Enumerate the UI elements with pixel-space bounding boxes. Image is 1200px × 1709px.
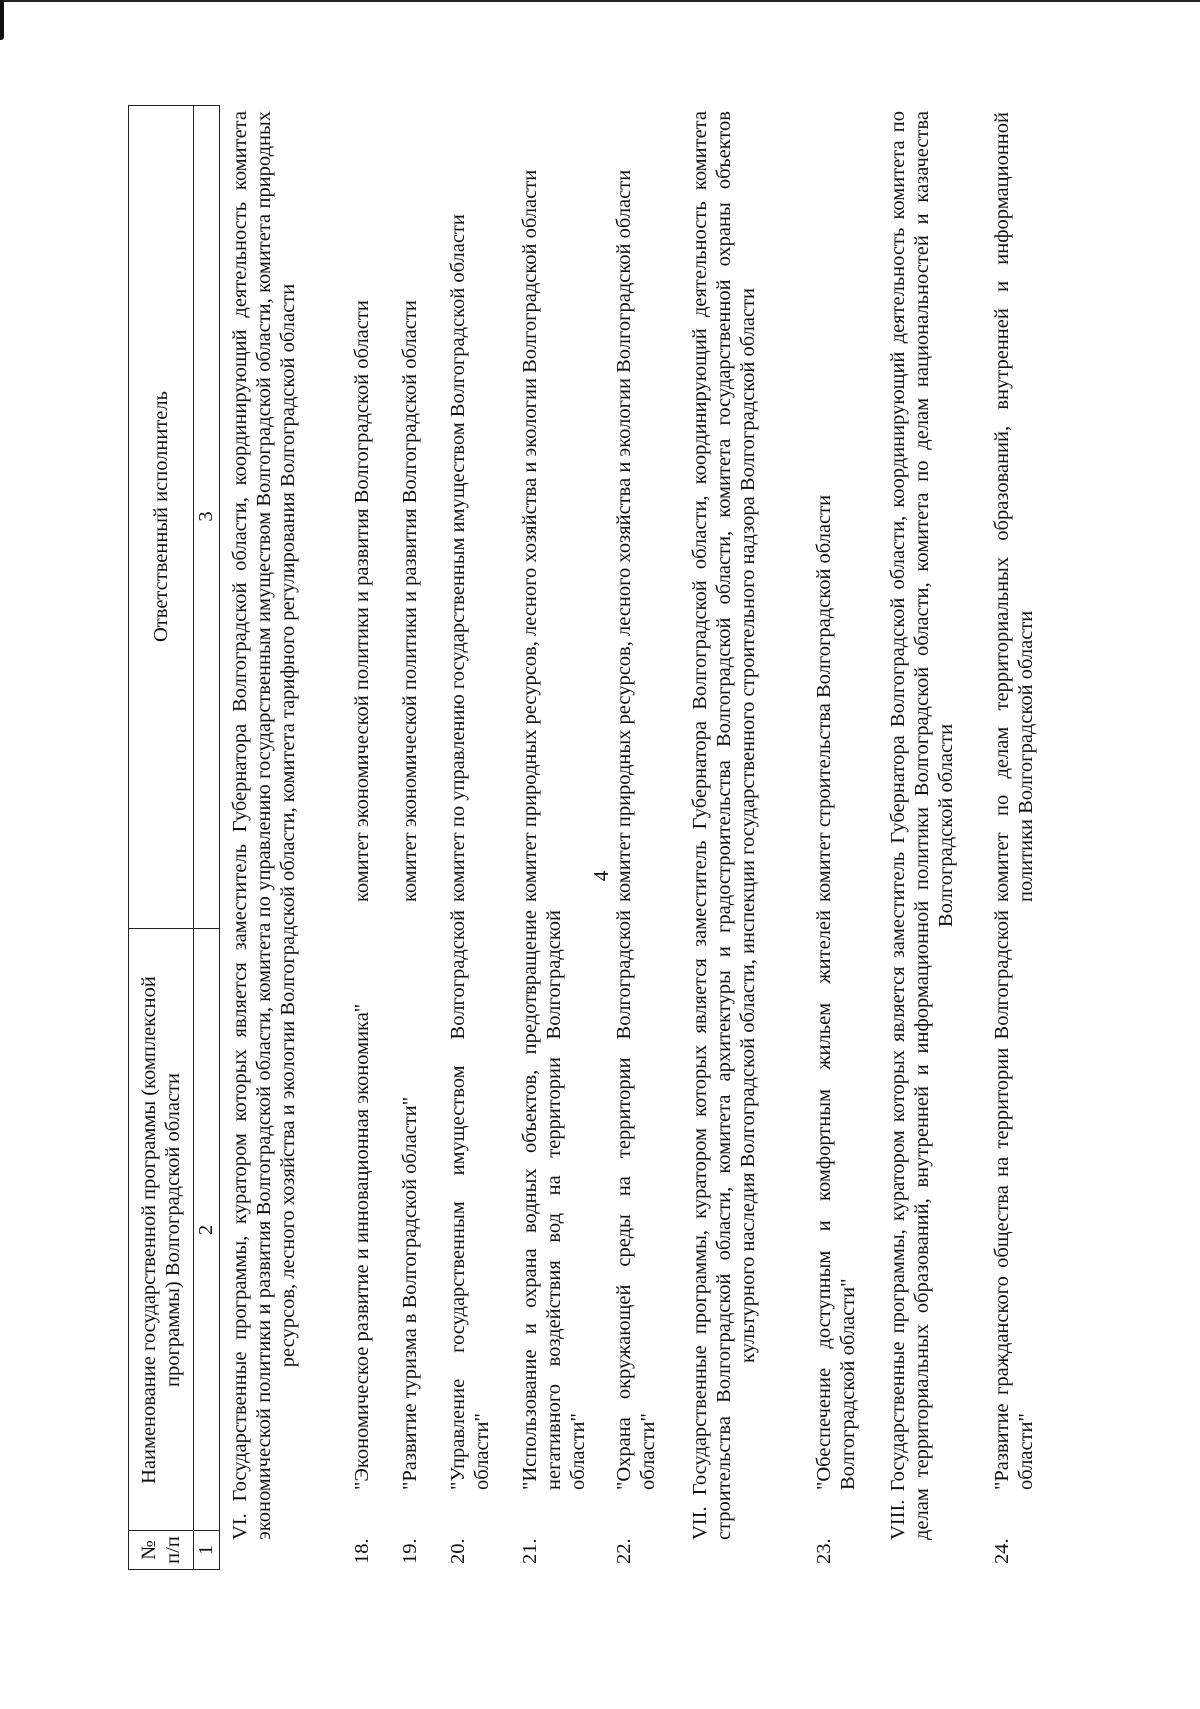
row-number: 21. bbox=[519, 1538, 541, 1564]
header-program-name: Наименование государственной программы (комплексной программы) Волгоградской области bbox=[138, 976, 184, 1484]
responsible-executor: комитет экономической политики и развития Волгоградской области bbox=[399, 300, 421, 902]
row-number: 18. bbox=[351, 1538, 373, 1564]
responsible-executor: комитет по делам территориальных образований, внутренней и информационной политики Волгоградской области bbox=[991, 112, 1037, 902]
program-name: "Развитие туризма в Волгоградской области" bbox=[399, 1096, 421, 1490]
responsible-executor: комитет экономической политики и развития Волгоградской области bbox=[351, 300, 373, 902]
row-number: 23. bbox=[813, 1538, 835, 1564]
program-name: "Использование и охрана водных объектов, предотвращение негативного воздействия вод на территории Волгоградской области" bbox=[519, 910, 589, 1490]
column-number-2: 2 bbox=[195, 1224, 217, 1236]
scan-edge-line bbox=[0, 0, 1200, 2]
row-number: 20. bbox=[447, 1538, 469, 1564]
row-number: 19. bbox=[399, 1538, 421, 1564]
column-number-3: 3 bbox=[195, 511, 217, 522]
responsible-executor: комитет природных ресурсов, лесного хозяйства и экологии Волгоградской области bbox=[519, 169, 541, 902]
column-number-row bbox=[194, 105, 220, 1570]
table-header-row bbox=[128, 105, 194, 1570]
section-heading-viii: VIII. Государственные программы, куратором которых является заместитель Губернатора Волгоградской области, координирующий деятельность комитета по делам территориальных образований, внутренней и информационной политики Волгоградской области, комитета по делам национальностей и казачества Волгоградской области bbox=[887, 111, 957, 1540]
program-name: "Управление государственным имуществом Волгоградской области" bbox=[447, 910, 493, 1490]
page-number: 4 bbox=[588, 870, 613, 882]
responsible-executor: комитет строительства Волгоградской области bbox=[813, 494, 835, 902]
program-name: "Экономическое развитие и инновационная экономика" bbox=[351, 1003, 373, 1490]
section-heading-vi: VI. Государственные программы, куратором которых является заместитель Губернатора Волгоградской области, координирующий деятельность комитета экономической политики и развития Волгоградской области, комитета по управлению государственным имуществом Волгоградской области, комитета природных ресурсов, лесного хозяйства и экологии Волгоградской области, комитета тарифного регулирования Волгоградской области bbox=[229, 111, 299, 1540]
program-name: "Развитие гражданского общества на территории Волгоградской области" bbox=[991, 910, 1037, 1490]
column-number-1: 1 bbox=[195, 1544, 217, 1556]
header-responsible: Ответственный исполнитель bbox=[150, 391, 172, 642]
section-heading-vii: VII. Государственные программы, куратором которых является заместитель Губернатора Волгоградской области, координирующий деятельность комитета строительства Волгоградской области, комитета архитектуры и градостроительства Волгоградской области, комитета государственной охраны объектов культурного наследия Волгоградской области, инспекции государственного строительного надзора Волгоградской области bbox=[689, 111, 759, 1540]
header-num: № п/п bbox=[138, 1536, 184, 1564]
row-number: 22. bbox=[613, 1538, 635, 1564]
row-number: 24. bbox=[991, 1538, 1013, 1564]
responsible-executor: комитет по управлению государственным имуществом Волгоградской области bbox=[447, 214, 469, 902]
responsible-executor: комитет природных ресурсов, лесного хозяйства и экологии Волгоградской области bbox=[613, 169, 635, 902]
rotated-table bbox=[128, 105, 1088, 1570]
program-name: "Обеспечение доступным и комфортным жильем жителей Волгоградской области" bbox=[813, 910, 859, 1490]
scan-edge-mark bbox=[0, 0, 4, 40]
program-name: "Охрана окружающей среды на территории Волгоградской области" bbox=[613, 910, 659, 1490]
